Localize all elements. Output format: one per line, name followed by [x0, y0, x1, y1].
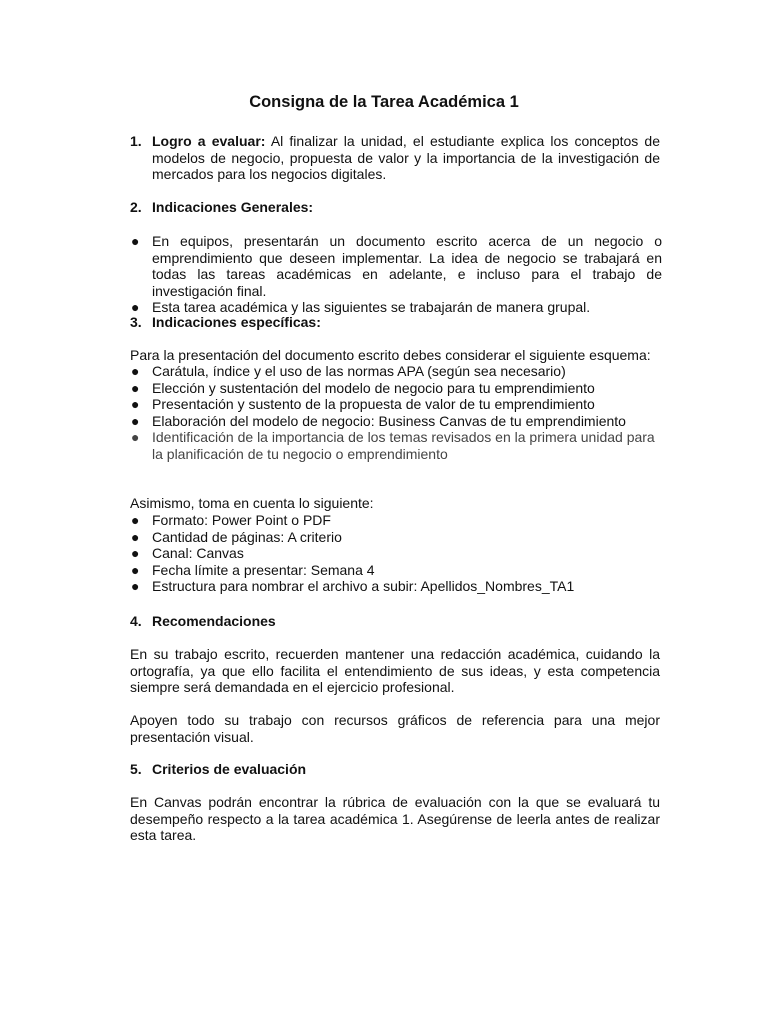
section-1-text: Al finalizar la unidad, el estudiante explica los conceptos de modelos de negocio, propuesta de valor y la importancia de la investigación de mercados para los negocios digitales. — [152, 133, 660, 182]
section-5-number: 5. — [130, 761, 142, 777]
bullet-icon: ● — [131, 578, 140, 594]
bullet-icon: ● — [131, 299, 140, 315]
bullet-icon: ● — [131, 528, 140, 545]
section-5-title: Criterios de evaluación — [152, 761, 307, 777]
section-2-bullet-list — [130, 233, 662, 316]
section-1-label: Logro a evaluar: — [152, 133, 266, 149]
list-item: ● Carátula, índice y el uso de las normas APA (según sea necesario) — [131, 363, 566, 379]
section-4-title: Recomendaciones — [152, 613, 276, 629]
list-item: ● Estructura para nombrar el archivo a subir: Apellidos_Nombres_TA1 — [131, 578, 575, 594]
list-item: ● Elaboración del modelo de negocio: Business Canvas de tu emprendimiento — [131, 412, 626, 429]
bullet-icon: ● — [131, 412, 140, 429]
section-4-paragraph-2: Apoyen todo su trabajo con recursos gráficos de referencia para una mejor presentación visual. — [130, 712, 660, 745]
section-1-number: 1. — [130, 133, 142, 149]
section-4-paragraph-1: En su trabajo escrito, recuerden mantener una redacción académica, cuidando la ortografía, ya que ello facilita el entendimiento de sus ideas, y esta competencia siempre será demandada en el ejercicio profesional. — [130, 646, 660, 695]
section-4-number: 4. — [130, 613, 142, 629]
list-item: ● Elección y sustentación del modelo de negocio para tu emprendimiento — [131, 379, 595, 396]
bullet-icon: ● — [131, 396, 140, 412]
list-item: ● Cantidad de páginas: A criterio — [131, 528, 342, 545]
section-2-title: Indicaciones Generales: — [152, 199, 314, 215]
section-3-title: Indicaciones específicas: — [152, 314, 321, 330]
bullet-icon: ● — [131, 561, 140, 578]
list-item: ● Canal: Canvas — [131, 545, 244, 561]
bullet-icon: ● — [131, 233, 140, 249]
section-3-intro-2: Asimismo, toma en cuenta lo siguiente: — [130, 495, 374, 511]
list-item: ● Fecha límite a presentar: Semana 4 — [131, 561, 375, 578]
bullet-icon: ● — [131, 379, 140, 396]
section-5-paragraph-1: En Canvas podrán encontrar la rúbrica de evaluación con la que se evaluará tu desempeño respecto a la tarea académica 1. Asegúrense de leerla antes de realizar esta tarea. — [130, 794, 660, 843]
bullet-icon: ● — [131, 363, 140, 379]
list-item: ● Identificación de la importancia de los temas revisados en la primera unidad para la planificación de tu negocio o emprendimiento — [131, 429, 655, 462]
list-item: ● Formato: Power Point o PDF — [131, 512, 331, 528]
section-3-bullet-list — [130, 363, 662, 462]
section-3-intro: Para la presentación del documento escrito debes considerar el siguiente esquema: — [130, 347, 651, 363]
list-item: ● Presentación y sustento de la propuesta de valor de tu emprendimiento — [131, 396, 595, 412]
section-3-number: 3. — [130, 314, 142, 330]
document-title: Consigna de la Tarea Académica 1 — [249, 93, 519, 111]
section-2-number: 2. — [130, 199, 142, 215]
list-item: ● En equipos, presentarán un documento escrito acerca de un negocio o emprendimiento que deseen implementar. La idea de negocio se trabajará en todas las tareas académicas en adelante, e incluso para el trabajo de investigación final. — [131, 233, 662, 299]
section-3-bullet-list-2 — [130, 512, 662, 595]
bullet-icon: ● — [131, 429, 140, 445]
list-item: ● Esta tarea académica y las siguientes se trabajarán de manera grupal. — [131, 299, 591, 315]
bullet-icon: ● — [131, 512, 140, 528]
bullet-icon: ● — [131, 545, 140, 561]
section-1-body — [152, 133, 660, 183]
